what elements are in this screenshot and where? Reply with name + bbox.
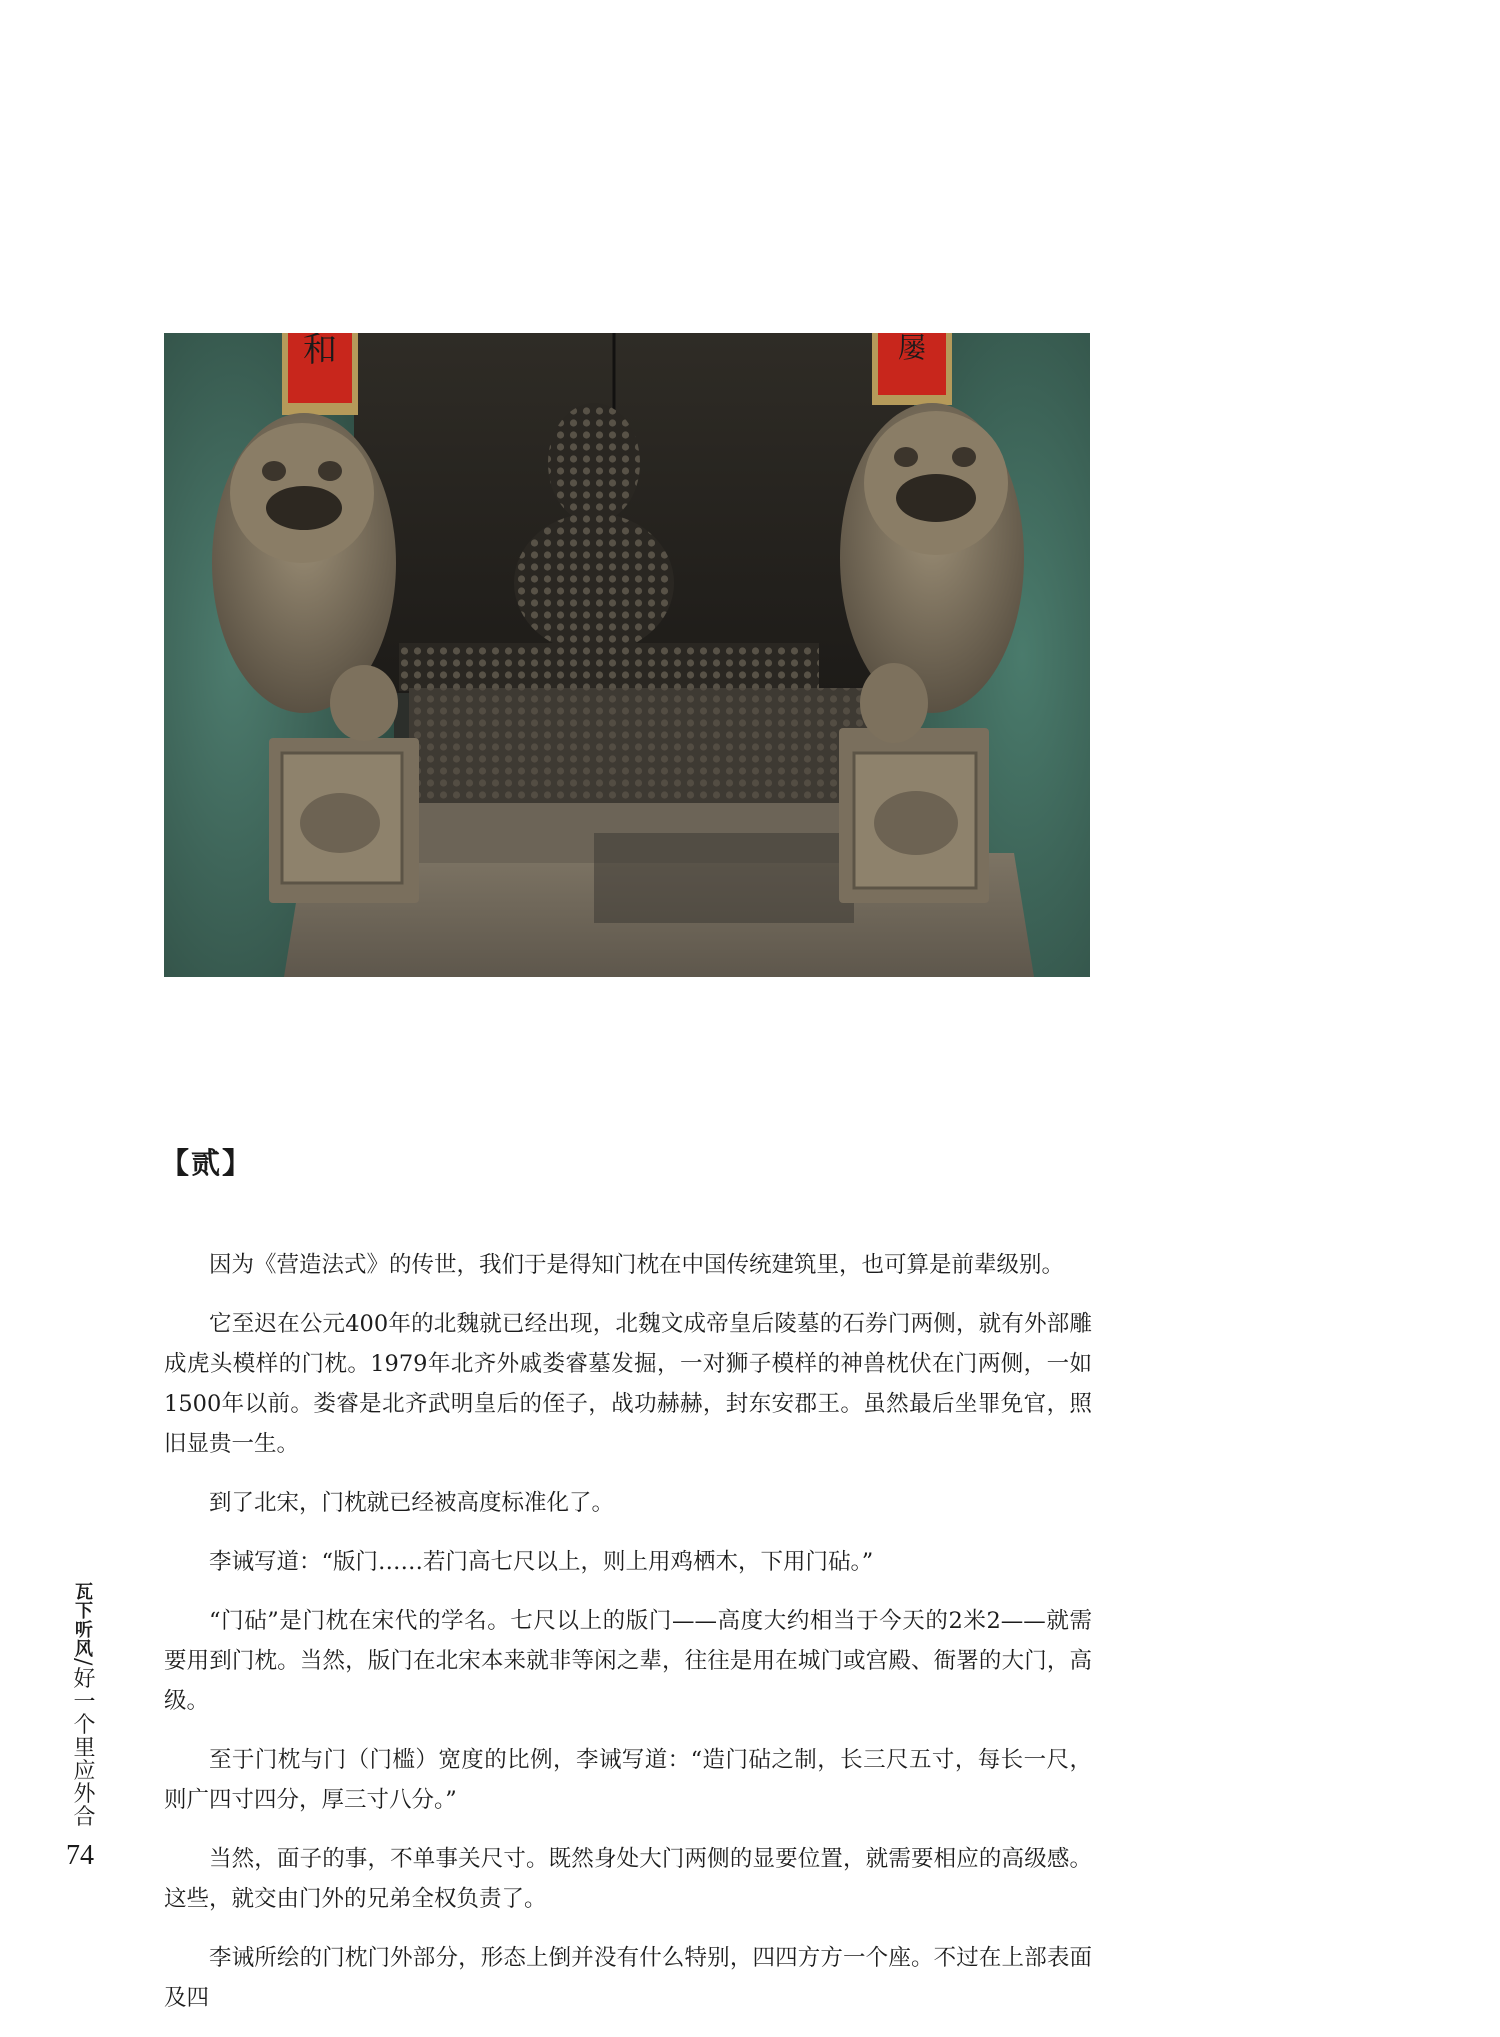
right-couplet-text: 屡 <box>897 333 927 364</box>
paragraph: 李诫所绘的门枕门外部分，形态上倒并没有什么特别，四四方方一个座。不过在上部表面及四 <box>164 1945 1092 2011</box>
body-text <box>164 1245 1092 2037</box>
page-number: 74 <box>66 1840 94 1871</box>
running-header-vertical <box>68 1582 96 1827</box>
paragraph: 它至迟在公元400年的北魏就已经出现，北魏文成帝皇后陵墓的石券门两侧，就有外部雕成虎头模样的门枕。1979年北齐外戚娄睿墓发掘，一对狮子模样的神兽枕伏在门两侧，一如1500年以前。娄睿是北齐武明皇后的侄子，战功赫赫，封东安郡王。虽然最后坐罪免官，照旧显贵一生。 <box>164 1311 1092 1457</box>
door-stud-ornament <box>548 403 640 523</box>
title-separator: / <box>70 1658 95 1667</box>
door-stud-band <box>399 643 819 691</box>
paragraph: 当然，面子的事，不单事关尺寸。既然身处大门两侧的显要位置，就需要相应的高级感。这些，就交由门外的兄弟全权负责了。 <box>164 1846 1092 1912</box>
paragraph: 到了北宋，门枕就已经被高度标准化了。 <box>209 1490 615 1516</box>
paragraph: 至于门枕与门（门槛）宽度的比例，李诫写道：“造门砧之制，长三尺五寸，每长一尺，则广四寸四分，厚三寸八分。” <box>164 1747 1092 1813</box>
paragraph: 李诫写道：“版门……若门高七尺以上，则上用鸡栖木，下用门砧。” <box>209 1549 874 1575</box>
door-lions-photo <box>164 333 1090 977</box>
section-heading: 【贰】 <box>160 1146 254 1180</box>
left-couplet-text: 和 <box>303 333 337 370</box>
chapter-title: 好一个里应外合 <box>70 1666 95 1828</box>
paragraph: “门砧”是门枕在宋代的学名。七尺以上的版门——高度大约相当于今天的2米2——就需要用到门枕。当然，版门在北宋本来就非等闲之辈，往往是用在城门或宫殿、衙署的大门，高级。 <box>164 1608 1092 1714</box>
book-title: 瓦下听风 <box>72 1582 93 1658</box>
paragraph: 因为《营造法式》的传世，我们于是得知门枕在中国传统建筑里，也可算是前辈级别。 <box>209 1252 1065 1278</box>
